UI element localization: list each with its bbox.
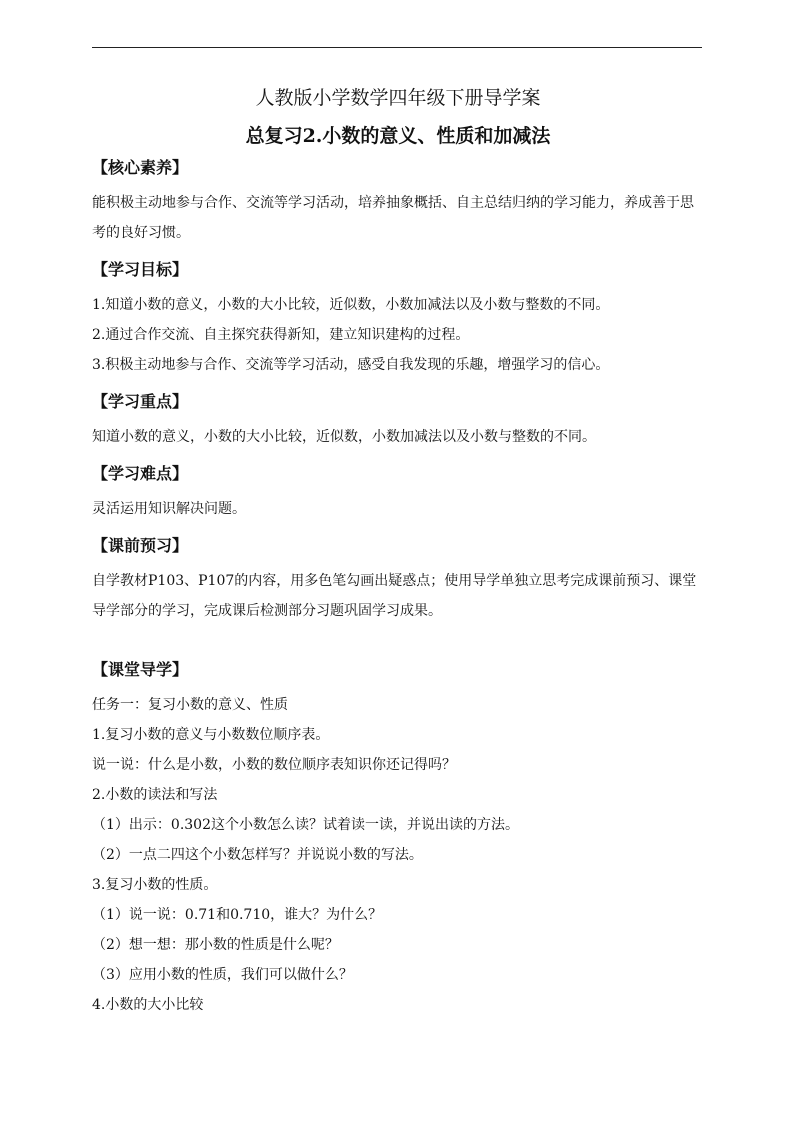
difficulties-text: 灵活运用知识解决问题。 (92, 501, 246, 517)
objective-item: 1.知道小数的意义，小数的大小比较，近似数，小数加减法以及小数与整数的不同。 (92, 297, 610, 313)
lesson-title: 总复习2.小数的意义、性质和加减法 (245, 125, 551, 147)
objectives-heading: 【学习目标】 (92, 260, 189, 279)
guide-line: 4.小数的大小比较 (92, 997, 204, 1013)
document-title: 人教版小学数学四年级下册导学案 (255, 87, 541, 109)
objective-item: 2.通过合作交流、自主探究获得新知，建立知识建构的过程。 (92, 327, 470, 343)
objective-item: 3.积极主动地参与合作、交流等学习活动，感受自我发现的乐趣，增强学习的信心。 (92, 357, 610, 373)
document-body (92, 84, 704, 1020)
preview-text: 自学教材P103、P107的内容，用多色笔勾画出疑惑点；使用导学单独立思考完成课前预习、课堂导学部分的学习，完成课后检测部分习题巩固学习成果。 (92, 573, 697, 619)
guide-line: （2）想一想：那小数的性质是什么呢？ (92, 937, 339, 953)
section-spacer (92, 626, 704, 648)
key-points-text: 知道小数的意义，小数的大小比较，近似数，小数加减法以及小数与整数的不同。 (92, 429, 596, 445)
difficulties-heading: 【学习难点】 (92, 464, 189, 483)
guide-line: （1）说一说：0.71和0.710，谁大？为什么？ (92, 907, 383, 923)
guide-line: （1）出示：0.302这个小数怎么读？试着读一读，并说出读的方法。 (92, 817, 519, 833)
guide-line: 1.复习小数的意义与小数数位顺序表。 (92, 727, 330, 743)
guide-line: 说一说：什么是小数，小数的数位顺序表知识你还记得吗？ (92, 757, 456, 773)
core-literacy-heading: 【核心素养】 (92, 158, 189, 177)
guide-line: 2.小数的读法和写法 (92, 787, 218, 803)
guide-line: （2）一点二四这个小数怎样写？并说说小数的写法。 (92, 847, 423, 863)
guide-heading: 【课堂导学】 (92, 660, 189, 679)
guide-line: 任务一：复习小数的意义、性质 (92, 697, 288, 713)
guide-line: 3.复习小数的性质。 (92, 877, 218, 893)
core-literacy-text: 能积极主动地参与合作、交流等学习活动，培养抽象概括、自主总结归纳的学习能力，养成善于思考的良好习惯。 (92, 195, 694, 241)
header-rule (92, 47, 702, 48)
guide-line: （3）应用小数的性质，我们可以做什么？ (92, 967, 353, 983)
preview-heading: 【课前预习】 (92, 536, 189, 555)
key-points-heading: 【学习重点】 (92, 392, 189, 411)
